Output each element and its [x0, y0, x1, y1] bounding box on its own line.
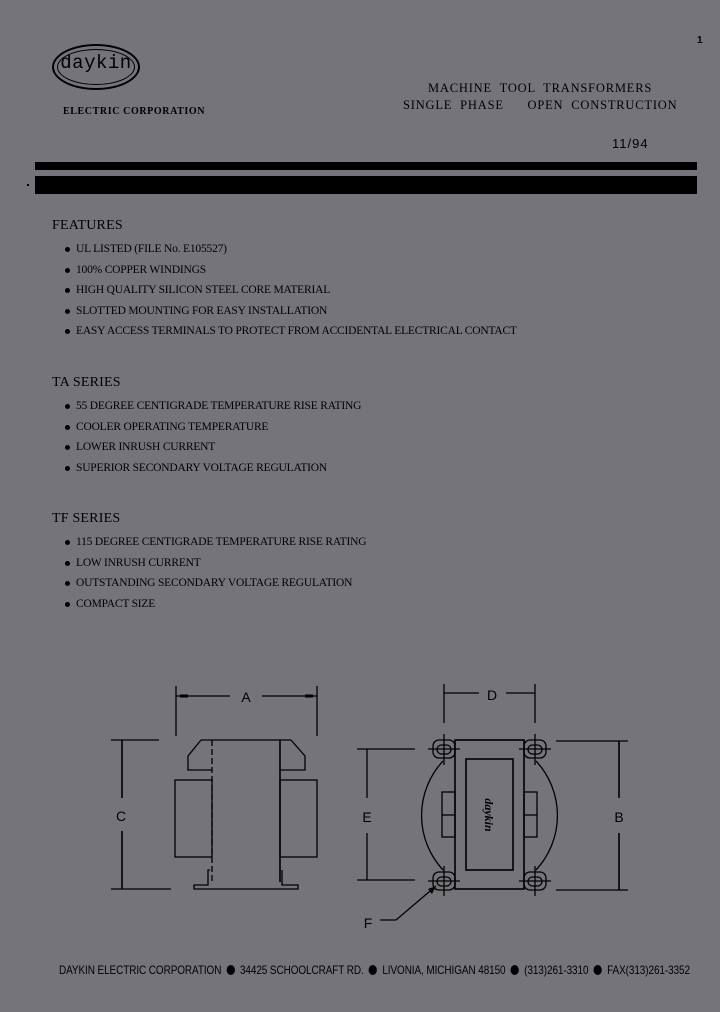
- tf-series-list: [63, 532, 366, 614]
- bullet-icon: [226, 965, 234, 975]
- list-item: 100% COPPER WINDINGS: [63, 260, 517, 281]
- footer-fax: FAX(313)261-3352: [607, 963, 690, 977]
- list-item: SUPERIOR SECONDARY VOLTAGE REGULATION: [63, 458, 361, 479]
- dimension-label-c: C: [115, 808, 127, 824]
- section-title-ta-series: TA SERIES: [52, 375, 121, 390]
- list-item: LOW INRUSH CURRENT: [63, 553, 366, 574]
- bullet-icon: [369, 965, 377, 975]
- scan-mark: [27, 184, 29, 186]
- list-item: SLOTTED MOUNTING FOR EASY INSTALLATION: [63, 301, 517, 322]
- company-subtitle: ELECTRIC CORPORATION: [63, 106, 206, 117]
- section-title-tf-series: TF SERIES: [52, 511, 121, 526]
- document-title-line1: MACHINE TOOL TRANSFORMERS: [428, 81, 653, 95]
- company-logo: [52, 44, 140, 90]
- list-item: UL LISTED (FILE No. E105527): [63, 239, 517, 260]
- dimension-label-f: F: [363, 915, 373, 931]
- footer-company: DAYKIN ELECTRIC CORPORATION: [59, 963, 222, 977]
- features-list: [63, 239, 517, 342]
- dimension-label-d: D: [486, 687, 498, 703]
- footer-address: 34425 SCHOOLCRAFT RD.: [239, 963, 364, 977]
- top-view-drawing: [340, 670, 650, 940]
- footer-contact: [59, 963, 690, 977]
- document-title-line2: SINGLE PHASE OPEN CONSTRUCTION: [403, 98, 678, 112]
- list-item: 55 DEGREE CENTIGRADE TEMPERATURE RISE RATING: [63, 396, 361, 417]
- bullet-icon: [594, 965, 602, 975]
- section-title-features: FEATURES: [52, 218, 123, 233]
- page-number: 1: [697, 35, 703, 46]
- list-item: EASY ACCESS TERMINALS TO PROTECT FROM ACCIDENTAL ELECTRICAL CONTACT: [63, 321, 517, 342]
- dimension-label-a: A: [241, 689, 251, 705]
- dimension-label-e: E: [362, 809, 372, 825]
- footer-phone: (313)261-3310: [524, 963, 589, 977]
- footer-city: LIVONIA, MICHIGAN 48150: [382, 963, 506, 977]
- list-item: COMPACT SIZE: [63, 594, 366, 615]
- list-item: HIGH QUALITY SILICON STEEL CORE MATERIAL: [63, 280, 517, 301]
- bullet-icon: [511, 965, 519, 975]
- header-rule-thick: [35, 176, 697, 194]
- header-rule-thin: [35, 162, 697, 170]
- list-item: 115 DEGREE CENTIGRADE TEMPERATURE RISE RATING: [63, 532, 366, 553]
- logo-text: daykin: [60, 52, 132, 74]
- list-item: OUTSTANDING SECONDARY VOLTAGE REGULATION: [63, 573, 366, 594]
- side-view-drawing: [100, 670, 340, 900]
- nameplate-text: daykin: [482, 798, 496, 832]
- list-item: COOLER OPERATING TEMPERATURE: [63, 417, 361, 438]
- ta-series-list: [63, 396, 361, 478]
- document-date: 11/94: [612, 136, 649, 151]
- dimension-label-b: B: [614, 809, 624, 825]
- list-item: LOWER INRUSH CURRENT: [63, 437, 361, 458]
